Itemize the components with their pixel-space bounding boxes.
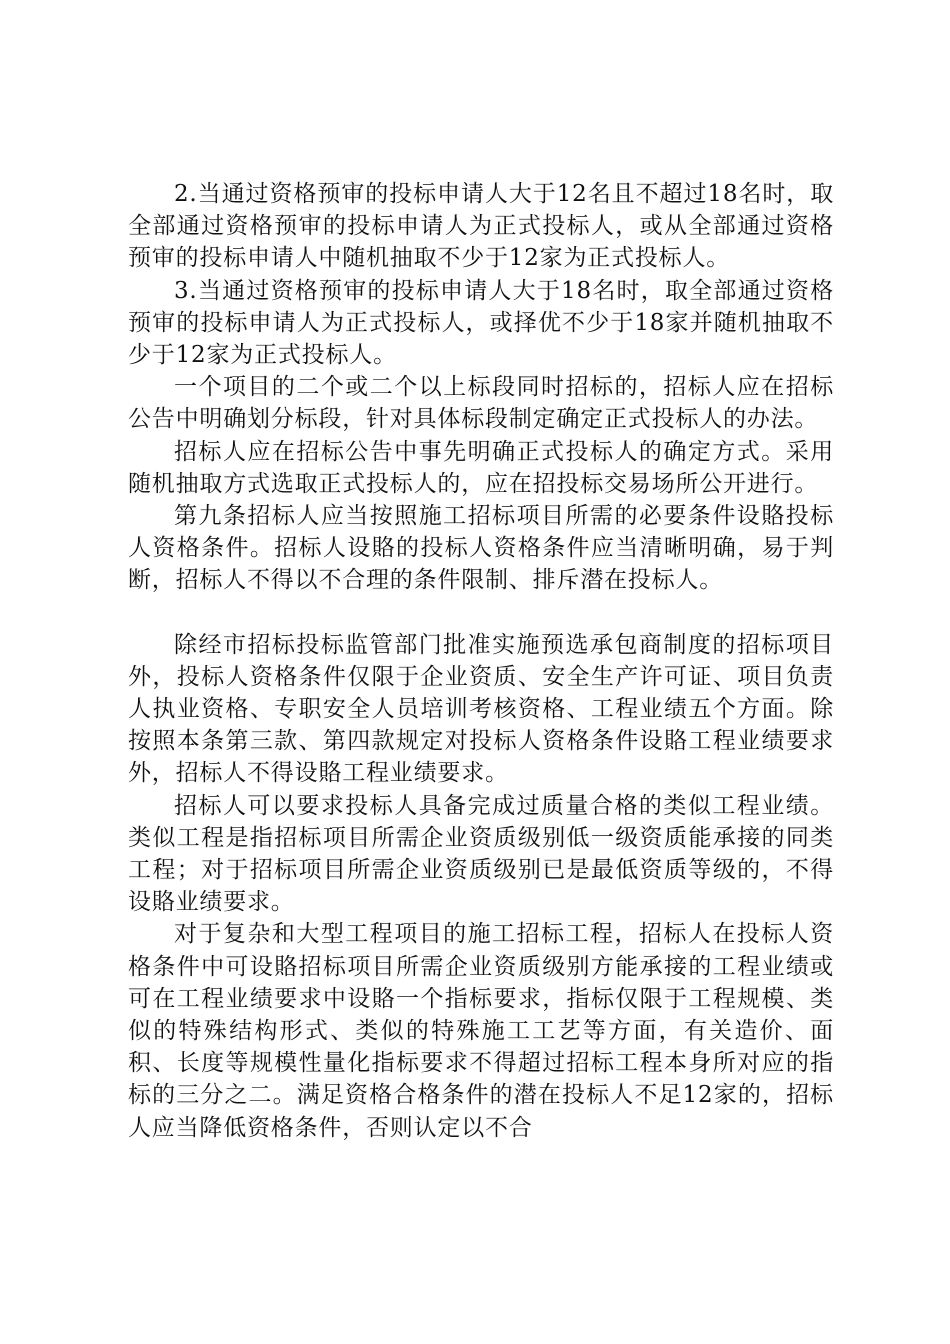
paragraph-similar-projects: 招标人可以要求投标人具备完成过质量合格的类似工程业绩。类似工程是指招标项目所需企业资质级别低一级资质能承接的同类工程；对于招标项目所需企业资质级别已是最低资质等级的，不得设賂业绩要求。	[128, 792, 834, 916]
paragraph-selection-method: 招标人应在招标公告中事先明确正式投标人的确定方式。采用随机抽取方式选取正式投标人的，应在招投标交易场所公开进行。	[128, 438, 834, 497]
paragraph-complex-projects: 对于复杂和大型工程项目的施工招标工程，招标人在投标人资格条件中可设賂招标项目所需企业资质级别方能承接的工程业绩或可在工程业绩要求中设賂一个指标要求，指标仅限于工程规模、类似的特殊结构形式、类似的特殊施工工艺等方面，有关造价、面积、长度等规模性量化指标要求不得超过招标工程本身所对应的指标的三分之二。满足资格合格条件的潜在投标人不足12家的，招标人应当降低资格条件，否则认定以不合	[128, 921, 834, 1141]
document-body	[128, 178, 834, 1144]
paragraph-article-nine: 第九条招标人应当按照施工招标项目所需的必要条件设賂投标人资格条件。招标人设賂的投标人资格条件应当清晰明确，易于判断，招标人不得以不合理的条件限制、排斥潜在投标人。	[128, 503, 834, 594]
paragraph-qualification-over-18: 3.当通过资格预审的投标申请人大于18名时，取全部通过资格预审的投标申请人为正式投标人，或择优不少于18家并随机抽取不少于12家为正式投标人。	[128, 277, 834, 369]
paragraph-qualification-12-to-18: 2.当通过资格预审的投标申请人大于12名且不超过18名时，取全部通过资格预审的投标申请人为正式投标人，或从全部通过资格预审的投标申请人中随机抽取不少于12家为正式投标人。	[128, 181, 834, 272]
paragraph-multiple-sections: 一个项目的二个或二个以上标段同时招标的，招标人应在招标公告中明确划分标段，针对具体标段制定确定正式投标人的办法。	[128, 374, 834, 433]
paragraph-qualification-scope: 除经市招标投标监管部门批准实施预选承包商制度的招标项目外，投标人资格条件仅限于企业资质、安全生产许可证、项目负责人执业资格、专职安全人员培训考核资格、工程业绩五个方面。除按照本条第三款、第四款规定对投标人资格条件设賂工程业绩要求外，招标人不得设賂工程业绩要求。	[128, 631, 834, 787]
